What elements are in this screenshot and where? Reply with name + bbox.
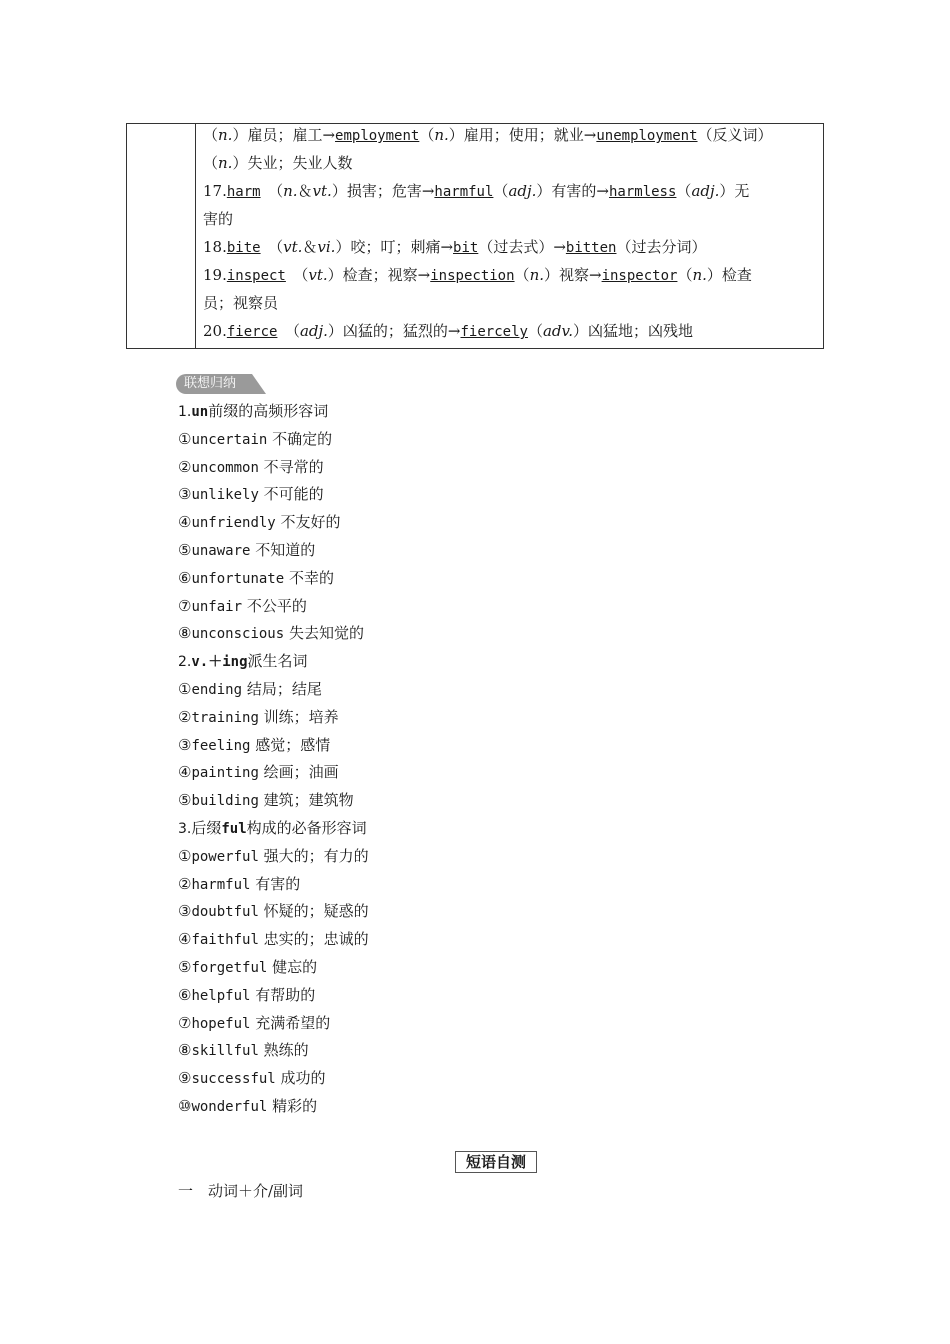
vocab-word: fiercely [460, 324, 528, 340]
item-chinese-meaning: 忠实的；忠诚的 [263, 930, 369, 949]
line-text: （ [493, 182, 509, 200]
line-text: （ [277, 322, 300, 340]
line-text: （ [514, 266, 530, 284]
vocab-word: bite [226, 240, 261, 256]
list-item [178, 1040, 778, 1068]
vocab-word: inspection [430, 268, 515, 284]
list-item [178, 929, 778, 957]
line-text: ）有害的→ [536, 182, 609, 200]
list-item [178, 874, 778, 902]
vocab-word: harmless [608, 184, 677, 200]
section-subheading: 一 动词＋介/副词 [178, 1182, 304, 1200]
item-marker: ⑤ [178, 957, 192, 976]
vocab-word: inspect [226, 268, 286, 284]
line-text: （ [419, 126, 435, 144]
group-number: 1. [178, 404, 192, 420]
line-text: ）损害；危害→ [331, 182, 435, 200]
group-heading [178, 818, 778, 846]
list-item [178, 512, 778, 540]
line-text: 害的 [203, 210, 234, 228]
item-chinese-meaning: 精彩的 [272, 1096, 318, 1115]
item-chinese-meaning: 不知道的 [255, 540, 316, 559]
item-marker: ⑧ [178, 1041, 192, 1060]
item-chinese-meaning: 充满希望的 [255, 1013, 331, 1032]
list-item [178, 1096, 778, 1124]
item-chinese-meaning: 不幸的 [288, 568, 334, 587]
table-line [203, 125, 773, 145]
item-chinese-meaning: 有帮助的 [255, 985, 316, 1004]
section-badge [176, 374, 268, 394]
line-text: （ [285, 266, 309, 284]
vocab-word: bit [453, 240, 479, 256]
line-text: ）失业；失业人数 [232, 154, 353, 172]
vocab-word: employment [335, 128, 420, 144]
line-text: （ [260, 182, 284, 200]
list-item [178, 735, 778, 763]
line-text: 员；视察员 [203, 294, 279, 312]
list-item [178, 846, 778, 874]
part-of-speech: vt. [283, 238, 303, 256]
line-text: 20. [203, 322, 227, 340]
item-marker: ⑤ [178, 540, 192, 559]
line-text: 18. [203, 238, 227, 256]
vocab-word: harmful [434, 184, 494, 200]
line-text: ）视察→ [544, 266, 602, 284]
table-line [203, 265, 752, 285]
item-english-word: training [191, 709, 259, 726]
list-item [178, 623, 778, 651]
list-item [178, 540, 778, 568]
part-of-speech: vi. [317, 238, 336, 256]
group-heading-text: 前缀的高频形容词 [208, 402, 329, 420]
line-text: ）无 [719, 182, 750, 200]
item-chinese-meaning: 怀疑的；疑惑的 [263, 902, 369, 921]
line-text: 19. [203, 266, 227, 284]
group-heading-text: 派生名词 [247, 652, 308, 671]
part-of-speech: adj. [299, 322, 328, 340]
line-text: ）检查；视察→ [327, 266, 431, 284]
item-marker: ④ [178, 930, 192, 949]
item-marker: ③ [178, 902, 192, 921]
item-english-word: hopeful [191, 1015, 251, 1032]
item-marker: ② [178, 457, 192, 476]
item-chinese-meaning: 健忘的 [272, 957, 318, 976]
vocab-word: harm [226, 184, 261, 200]
part-of-speech: vt. [312, 182, 332, 200]
item-marker: ② [178, 707, 192, 726]
item-marker: ⑥ [178, 568, 192, 587]
group-key-term: ful [221, 820, 247, 837]
list-item [178, 790, 778, 818]
line-text: （ [676, 182, 692, 200]
item-marker: ⑦ [178, 596, 192, 615]
list-item [178, 429, 778, 457]
item-chinese-meaning: 不友好的 [280, 513, 341, 532]
badge-label: 联想归纳 [184, 376, 237, 391]
item-marker: ① [178, 429, 192, 448]
item-marker: ⑨ [178, 1069, 192, 1088]
item-chinese-meaning: 结局；结尾 [246, 679, 322, 698]
item-english-word: harmful [191, 876, 251, 893]
line-text: ＆ [297, 182, 313, 200]
item-english-word: unfortunate [191, 570, 285, 587]
vocab-word: unemployment [596, 128, 698, 144]
group-heading-text: 构成的必备形容词 [246, 818, 367, 837]
list-item [178, 707, 778, 735]
item-english-word: skillful [191, 1043, 259, 1060]
table-line [203, 209, 233, 229]
group-number: 2. [178, 654, 192, 671]
list-item [178, 457, 778, 485]
item-chinese-meaning: 不寻常的 [263, 457, 324, 476]
item-english-word: ending [191, 681, 243, 698]
line-text: ）凶猛的；猛烈的→ [327, 322, 461, 340]
item-english-word: feeling [191, 737, 251, 754]
item-chinese-meaning: 强大的；有力的 [263, 846, 369, 865]
line-text: ）雇员；雇工→ [232, 126, 336, 144]
group-heading-prefix: 后缀 [191, 818, 222, 837]
item-english-word: unfriendly [191, 515, 276, 532]
item-english-word: building [191, 793, 259, 810]
part-of-speech: n. [283, 182, 298, 200]
table-left-cell [127, 124, 196, 348]
line-text: ＆ [302, 238, 318, 256]
item-english-word: unlikely [191, 487, 259, 504]
list-item [178, 679, 778, 707]
item-english-word: faithful [191, 932, 259, 949]
part-of-speech: vt. [308, 266, 328, 284]
section-title: 短语自测 [465, 1153, 526, 1171]
vocab-word: bitten [565, 240, 617, 256]
item-marker: ① [178, 846, 192, 865]
list-item [178, 957, 778, 985]
line-text: （ [203, 154, 219, 172]
item-marker: ④ [178, 763, 192, 782]
line-text: 17. [203, 182, 227, 200]
item-chinese-meaning: 成功的 [280, 1069, 326, 1088]
table-line [203, 153, 352, 173]
item-english-word: unconscious [191, 626, 285, 643]
item-english-word: doubtful [191, 904, 259, 921]
item-marker: ⑩ [178, 1096, 192, 1115]
item-chinese-meaning: 不公平的 [246, 596, 307, 615]
item-english-word: powerful [191, 848, 259, 865]
item-chinese-meaning: 不可能的 [263, 485, 324, 504]
item-marker: ③ [178, 485, 192, 504]
item-english-word: unfair [191, 598, 243, 615]
item-marker: ⑦ [178, 1013, 192, 1032]
line-text: ）咬；叮；刺痛→ [335, 238, 454, 256]
list-item [178, 484, 778, 512]
vocab-groups [178, 401, 778, 1124]
table-line [203, 237, 706, 257]
item-marker: ② [178, 874, 192, 893]
line-text: ）检查 [706, 266, 752, 284]
part-of-speech: adj. [691, 182, 720, 200]
line-text: （过去分词） [616, 238, 707, 256]
list-item [178, 1013, 778, 1041]
item-marker: ④ [178, 513, 192, 532]
item-english-word: forgetful [191, 959, 268, 976]
item-english-word: uncommon [191, 459, 259, 476]
item-english-word: helpful [191, 987, 251, 1004]
table-line [203, 293, 278, 313]
item-marker: ③ [178, 735, 192, 754]
item-chinese-meaning: 失去知觉的 [288, 624, 364, 643]
item-english-word: wonderful [191, 1098, 268, 1115]
table-line [203, 321, 693, 341]
vocab-table [126, 123, 824, 349]
item-chinese-meaning: 有害的 [255, 874, 301, 893]
list-item [178, 1068, 778, 1096]
group-heading [178, 401, 778, 429]
item-marker: ① [178, 679, 192, 698]
list-item [178, 985, 778, 1013]
line-text: （反义词） [697, 126, 773, 144]
item-chinese-meaning: 训练；培养 [263, 707, 339, 726]
item-chinese-meaning: 绘画；油画 [263, 763, 339, 782]
part-of-speech: n. [218, 126, 233, 144]
table-line [203, 181, 749, 201]
item-english-word: unaware [191, 542, 251, 559]
item-marker: ⑥ [178, 985, 192, 1004]
part-of-speech: n. [218, 154, 233, 172]
part-of-speech: n. [434, 126, 449, 144]
line-text: （ [527, 322, 543, 340]
vocab-word: inspector [601, 268, 678, 284]
line-text: （ [203, 126, 219, 144]
group-key-term: un [191, 404, 209, 420]
list-item [178, 596, 778, 624]
list-item [178, 568, 778, 596]
item-marker: ⑤ [178, 791, 192, 810]
list-item [178, 901, 778, 929]
item-english-word: painting [191, 765, 259, 782]
item-chinese-meaning: 不确定的 [272, 429, 333, 448]
group-key-term: v.＋ing [191, 654, 248, 671]
section-title-box [455, 1151, 537, 1173]
line-text: （ [677, 266, 693, 284]
part-of-speech: adv. [542, 322, 573, 340]
part-of-speech: n. [692, 266, 707, 284]
line-text: （过去式）→ [478, 238, 566, 256]
vocab-word: fierce [226, 324, 278, 340]
part-of-speech: n. [529, 266, 544, 284]
item-marker: ⑧ [178, 624, 192, 643]
group-number: 3. [178, 820, 192, 837]
line-text: （ [260, 238, 284, 256]
group-heading [178, 651, 778, 679]
part-of-speech: adj. [508, 182, 537, 200]
line-text: ）雇用；使用；就业→ [448, 126, 597, 144]
item-chinese-meaning: 熟练的 [263, 1041, 309, 1060]
item-chinese-meaning: 建筑；建筑物 [263, 791, 354, 810]
item-english-word: successful [191, 1071, 276, 1088]
list-item [178, 762, 778, 790]
line-text: ）凶猛地；凶残地 [572, 322, 693, 340]
item-chinese-meaning: 感觉；感情 [255, 735, 331, 754]
item-english-word: uncertain [191, 431, 268, 448]
